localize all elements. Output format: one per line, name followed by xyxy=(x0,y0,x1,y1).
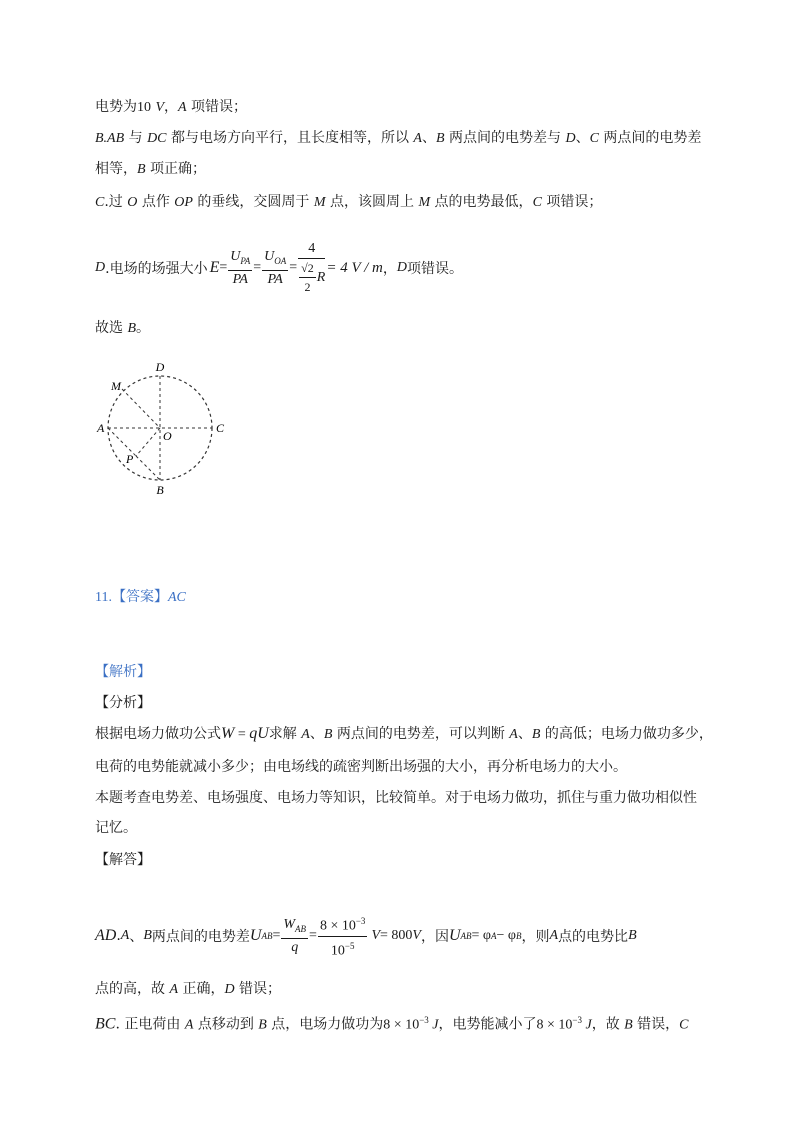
solution-line-3: BC. 正电荷由 A 点移动到 B 点，电场力做功为$8 \times 10^{-3}$ J，电势能减小了$8 \times 10^{-3}$ J，故 B 错误，C xyxy=(95,1015,689,1033)
section-jiexi: 【解析】 xyxy=(95,664,151,680)
section-fenxi: 【分析】 xyxy=(95,695,151,711)
text-line-6: 故选 B。 xyxy=(95,320,151,336)
label-A: A xyxy=(97,421,105,435)
analysis-line-2: 电荷的电势能就减小多少；由电场线的疏密判断出场强的大小，再分析电场力的大小。 xyxy=(95,759,627,775)
text-line-3: 相等，B 项正确； xyxy=(95,161,207,177)
analysis-line-3: 本题考查电势差、电场强度、电场力等知识，比较简单。对于电场力做功，抓住与重力做功相似性 xyxy=(95,790,697,806)
question-11-answer: 11.【答案】AC xyxy=(95,589,186,605)
solution-line-2: 点的高，故 A 正确，D 错误； xyxy=(95,981,282,997)
label-C: C xyxy=(216,421,225,435)
analysis-line-1: 根据电场力做功公式W = qU求解 A、B 两点间的电势差，可以判断 A、B 的高低；电场力做功多少， xyxy=(95,725,713,742)
circle-diagram xyxy=(95,355,245,505)
label-B: B xyxy=(156,483,164,497)
label-O: O xyxy=(163,429,172,443)
text-line-2: B.AB 与 DC 都与电场方向平行，且长度相等，所以 A、B 两点间的电势差与 D、C 两点间的电势差 xyxy=(95,130,702,146)
label-P: P xyxy=(126,452,134,466)
analysis-line-4: 记忆。 xyxy=(95,820,137,836)
field-strength-equation: D .电场的场强大小 E = $\frac{U_{PA}}{PA}$ = $\frac{U_{OA}}{PA}$ = 4 $\frac{√2}{2}$ R = 4 V / m ， D 项错误。 xyxy=(95,241,463,294)
text-line-1: 电势为10 V，A 项错误； xyxy=(95,99,248,115)
section-jieda: 【解答】 xyxy=(95,852,151,868)
label-D: D xyxy=(155,360,165,374)
text-line-4: C.过 O 点作 OP 的垂线，交圆周于 M 点，该圆周上 M 点的电势最低，C 项错误； xyxy=(95,194,603,210)
solution-line-1: AD . A 、 B 两点间的电势差 U AB = $\frac{W_{AB}}{q}$ = $\frac{8 \times 10^{-3}}{10^{-5}}$ V = 800 V ，因 U AB = φ A − φ B ，则 A 点的电势比 B xyxy=(95,912,637,960)
label-M: M xyxy=(111,379,121,393)
